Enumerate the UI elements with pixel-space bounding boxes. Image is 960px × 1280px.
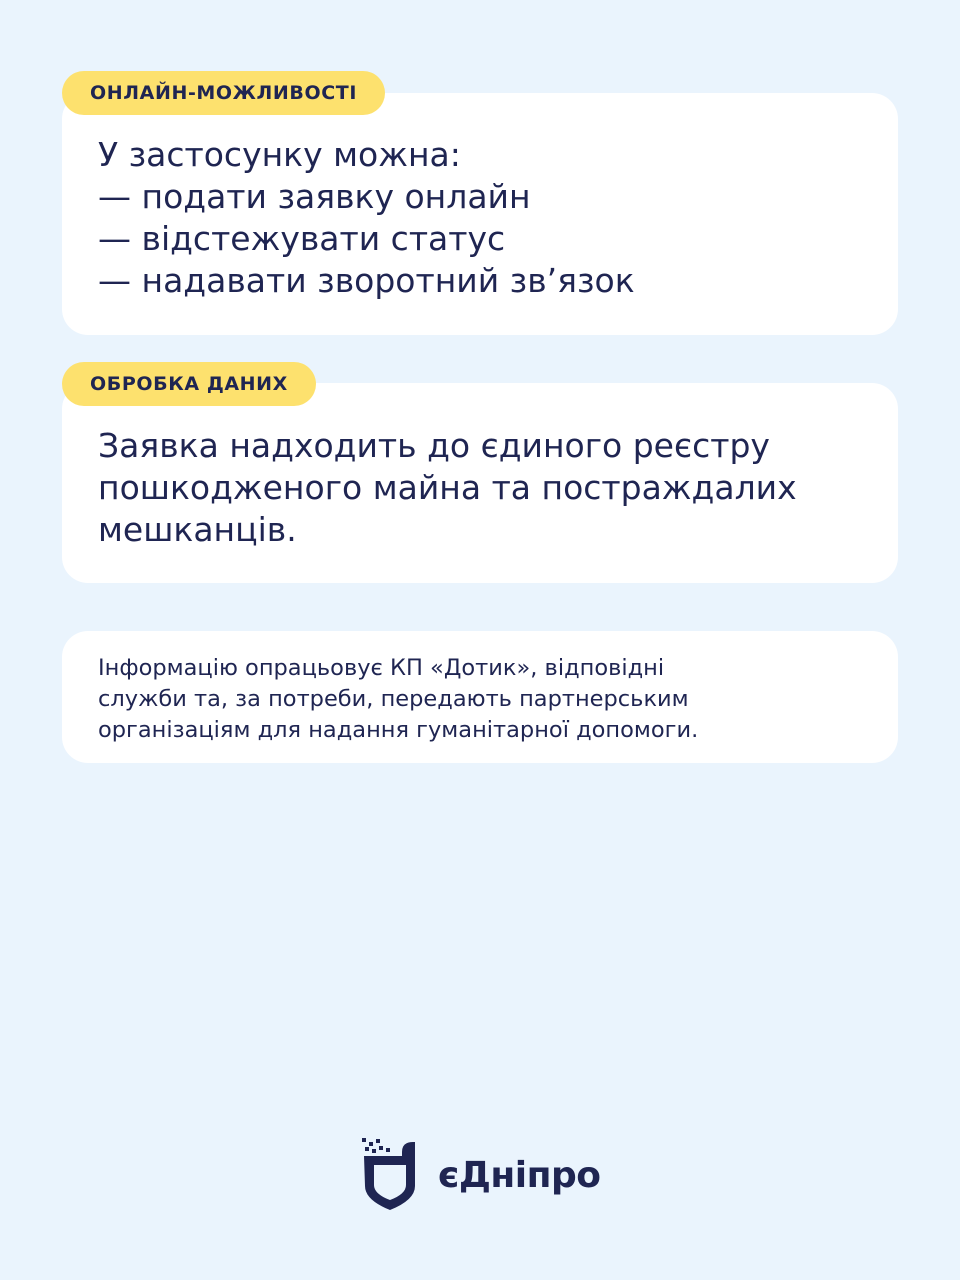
online-feature-track: — відстежувати статус (98, 219, 506, 258)
badge-data-processing: ОБРОБКА ДАНИХ (62, 362, 316, 406)
logo-wordmark: єДніпро (438, 1154, 601, 1196)
card-data-processing (62, 383, 898, 583)
data-processing-line-3: мешканців. (98, 510, 297, 549)
card-info-note (62, 631, 898, 763)
card-online-features (62, 93, 898, 335)
online-features-text (98, 134, 862, 302)
info-note-text (98, 653, 862, 746)
online-feature-submit: — подати заявку онлайн (98, 177, 531, 216)
data-processing-text (98, 425, 862, 551)
data-processing-line-1: Заявка надходить до єдиного реєстру (98, 426, 770, 465)
data-processing-line-2: пошкодженого майна та постраждалих (98, 468, 797, 507)
online-features-intro: У застосунку можна: (98, 135, 461, 174)
info-note-line-2: служби та, за потреби, передають партнерським (98, 686, 689, 712)
info-note-line-3: організаціям для надання гуманітарної допомоги. (98, 717, 699, 743)
online-feature-feedback: — надавати зворотний зв’язок (98, 261, 635, 300)
info-note-line-1: Інформацію опрацьовує КП «Дотик», відповідні (98, 655, 665, 681)
badge-online-features: ОНЛАЙН-МОЖЛИВОСТІ (62, 71, 385, 115)
shield-logo-icon (362, 1138, 418, 1212)
edipro-logo (362, 1136, 601, 1214)
